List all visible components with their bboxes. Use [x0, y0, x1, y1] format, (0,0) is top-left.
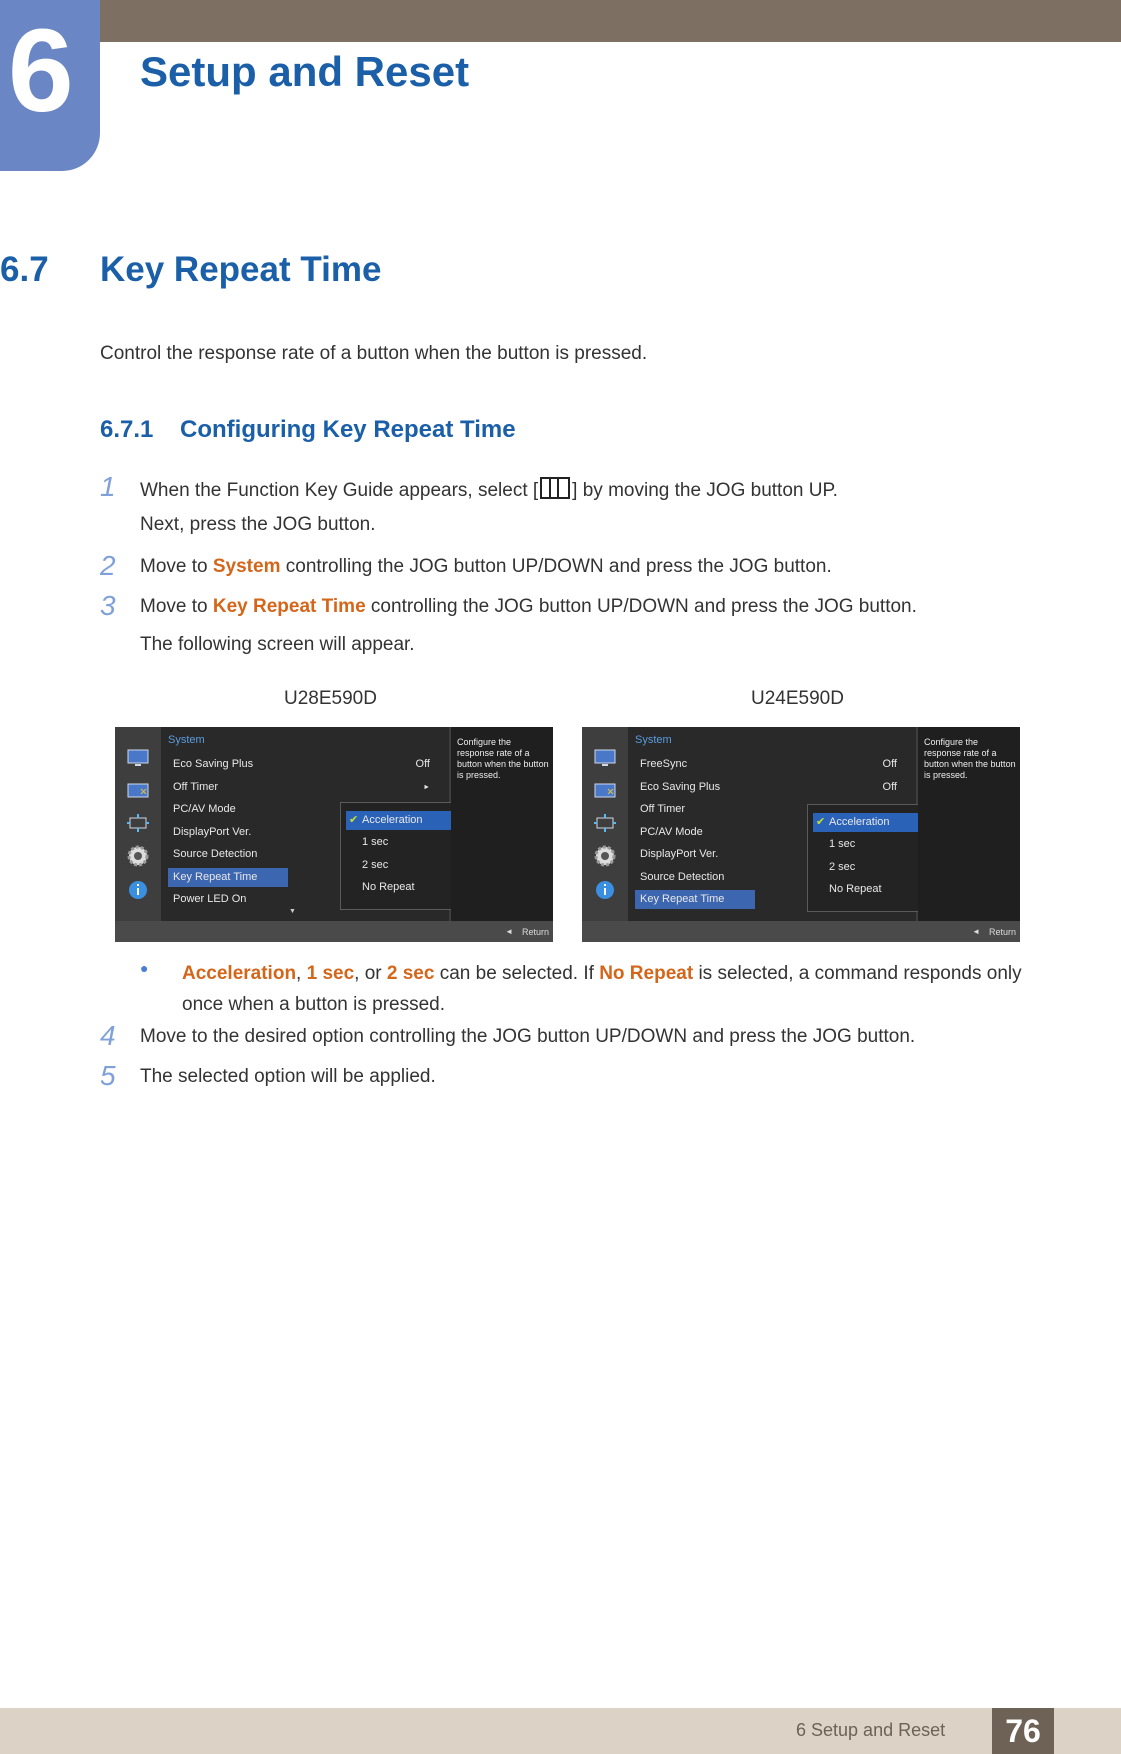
osd-item-label: Key Repeat Time — [640, 893, 725, 905]
osd-option-label: 2 sec — [829, 861, 856, 873]
section-title — [0, 250, 381, 290]
osd-menu-item-selected[interactable] — [635, 890, 755, 909]
model-label: U24E590D — [751, 688, 844, 709]
return-button[interactable]: Return — [521, 927, 549, 937]
step-highlight: System — [212, 556, 281, 577]
osd-menu-item-selected[interactable] — [168, 868, 288, 887]
step-text — [140, 596, 917, 618]
osd-menu-title: System — [635, 734, 672, 746]
osd-item-label: Eco Saving Plus — [173, 758, 254, 770]
note-sep: , or — [354, 963, 387, 984]
osd-info-panel — [918, 727, 1020, 921]
step-text-pre: Move to — [140, 556, 213, 577]
check-icon: ✔ — [816, 816, 826, 828]
osd-bottom-bar — [115, 921, 553, 942]
osd-screen-u24 — [582, 727, 1020, 942]
osd-item-label: PC/AV Mode — [640, 826, 703, 838]
picture-icon — [594, 749, 616, 767]
top-bar — [0, 0, 1121, 42]
model-label: U28E590D — [284, 688, 377, 709]
page-number: 76 — [992, 1708, 1054, 1754]
osd-item-label: PC/AV Mode — [173, 803, 236, 815]
step-number: 3 — [100, 590, 116, 621]
osd-item-label: Off Timer — [640, 803, 686, 815]
osd-item-label: DisplayPort Ver. — [640, 848, 719, 860]
osd-item-label: FreeSync — [640, 758, 688, 770]
note-option: 1 sec — [306, 963, 355, 984]
osd-item-label: DisplayPort Ver. — [173, 826, 252, 838]
step-3-continuation: The following screen will appear. — [140, 634, 415, 655]
step-text — [140, 556, 832, 578]
osd-info-text: Configure the response rate of a button when the button is pressed. — [457, 737, 549, 780]
osd-menu — [161, 727, 449, 921]
osd-option-label: 1 sec — [362, 836, 389, 848]
picture-icon — [127, 749, 149, 767]
section-intro: Control the response rate of a button when the button is pressed. — [100, 343, 648, 364]
chapter-number: 6 — [8, 5, 74, 137]
subsection-number: 6.7.1 — [100, 416, 154, 443]
osd-option-label: Acceleration — [362, 814, 423, 826]
osd-sidebar — [115, 727, 161, 921]
menu-icon — [540, 477, 570, 499]
step-text — [140, 477, 838, 502]
osd-info-panel — [451, 727, 553, 921]
position-icon — [594, 814, 616, 832]
gear-icon — [592, 843, 618, 869]
osd-option-label: Acceleration — [829, 816, 890, 828]
osd-menu-item[interactable] — [168, 778, 438, 797]
note-end: is selected, a command responds only once when a button is pressed. — [182, 963, 1022, 1015]
osd-item-label: Key Repeat Time — [173, 871, 258, 883]
step-text-pre: Move to — [140, 596, 213, 617]
osd-option-label: No Repeat — [362, 881, 415, 893]
osd-option-label: No Repeat — [829, 883, 882, 895]
osd-menu — [628, 727, 916, 921]
scroll-down-icon: ▼ — [289, 908, 296, 915]
bullet-icon: ● — [140, 960, 149, 976]
osd-screen-u28 — [115, 727, 553, 942]
section-title-text: Key Repeat Time — [100, 250, 382, 289]
osd-menu-item[interactable] — [168, 755, 438, 774]
osd-option-label: 2 sec — [362, 859, 389, 871]
step-number: 2 — [100, 550, 116, 581]
note-option: 2 sec — [386, 963, 435, 984]
note-option: No Repeat — [599, 963, 694, 984]
step-text-post: controlling the JOG button UP/DOWN and press the JOG button. — [280, 556, 832, 577]
section-number: 6.7 — [0, 250, 49, 289]
osd-menu-item[interactable] — [635, 755, 905, 774]
osd-item-label: Eco Saving Plus — [640, 781, 721, 793]
osd-info-text: Configure the response rate of a button when the button is pressed. — [924, 737, 1016, 780]
step-highlight: Key Repeat Time — [212, 596, 366, 617]
osd-item-value: Off — [882, 758, 897, 770]
osd-item-value: ► — [423, 784, 430, 791]
step-1-continuation: Next, press the JOG button. — [140, 514, 376, 535]
check-icon: ✔ — [349, 814, 359, 826]
osd-item-label: Source Detection — [173, 848, 258, 860]
osd-item-value: Off — [415, 758, 430, 770]
position-icon — [127, 814, 149, 832]
chapter-title: Setup and Reset — [140, 48, 470, 95]
osd-item-label: Off Timer — [173, 781, 219, 793]
osd-item-value: Off — [882, 781, 897, 793]
osd-item-label: Source Detection — [640, 871, 725, 883]
gear-icon — [125, 843, 151, 869]
osd-option-label: 1 sec — [829, 838, 856, 850]
screen-icon — [594, 782, 616, 800]
osd-sidebar — [582, 727, 628, 921]
info-icon — [595, 880, 615, 900]
note-mid: can be selected. If — [434, 963, 600, 984]
step-text: Move to the desired option controlling the JOG button UP/DOWN and press the JOG button. — [140, 1026, 916, 1047]
footer-text: 6 Setup and Reset — [796, 1720, 946, 1740]
step-number: 5 — [100, 1060, 116, 1091]
note-option: Acceleration — [182, 963, 297, 984]
info-icon — [128, 880, 148, 900]
osd-menu-title: System — [168, 734, 205, 746]
osd-menu-item[interactable] — [635, 778, 905, 797]
osd-bottom-bar — [582, 921, 1020, 942]
page-footer — [0, 1708, 1121, 1754]
step-number: 4 — [100, 1020, 116, 1051]
chapter-tab — [0, 0, 100, 171]
subsection-title-text: Configuring Key Repeat Time — [180, 416, 516, 443]
step-text-post: controlling the JOG button UP/DOWN and press the JOG button. — [365, 596, 917, 617]
step-text-pre: When the Function Key Guide appears, select [ — [140, 480, 539, 501]
subsection-title — [100, 416, 516, 444]
screen-icon — [127, 782, 149, 800]
step-text-post: ] by moving the JOG button UP. — [572, 480, 838, 501]
step-text: The selected option will be applied. — [140, 1066, 436, 1087]
note-sep: , — [296, 963, 307, 984]
return-arrow-icon: ◄ — [972, 927, 980, 936]
return-arrow-icon: ◄ — [505, 927, 513, 936]
return-button[interactable]: Return — [988, 927, 1016, 937]
note-text — [182, 958, 1042, 1020]
osd-item-label: Power LED On — [173, 893, 247, 905]
step-number: 1 — [100, 471, 116, 502]
